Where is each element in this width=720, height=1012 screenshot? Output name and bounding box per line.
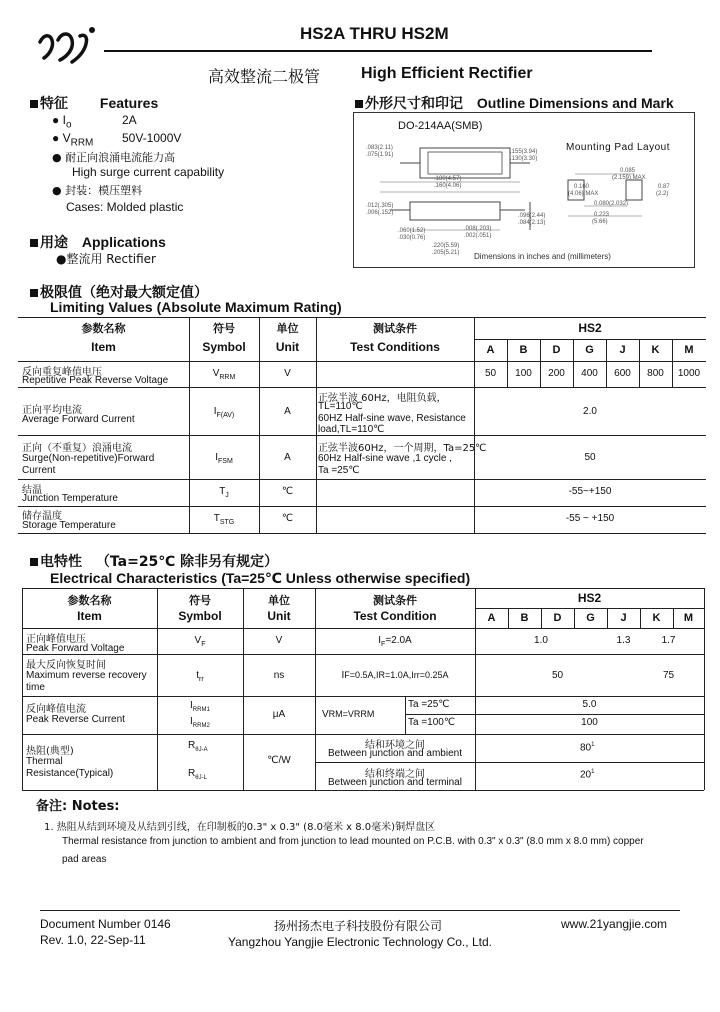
dim-label: .220(5.59): [432, 243, 460, 249]
cond-line: Ta =25℃: [318, 465, 360, 476]
company-cn: 扬州扬杰电子科技股份有限公司: [274, 919, 443, 933]
dim-label: (2.2): [656, 191, 669, 197]
grade-header: J: [620, 612, 627, 624]
symbol: $V_{RRM}$: [212, 368, 236, 381]
item-cn: 正向峰值电压: [26, 634, 86, 645]
package-name: DO-214AA(SMB): [398, 120, 483, 132]
col-symbol-cn: 符号: [213, 322, 235, 335]
grade-header: D: [552, 344, 561, 356]
item-en: Peak Reverse Current: [26, 714, 125, 725]
item-cn: 反向重复峰值电压: [22, 367, 102, 378]
bullet-square-icon: [30, 100, 38, 108]
dim-label: .160(4.06): [434, 183, 462, 189]
col-item-cn: 参数名称: [81, 322, 126, 335]
col-cond-en: Test Condition: [353, 609, 437, 623]
dim-label: .060(1.52): [398, 228, 426, 234]
cn-title: 高效整流二极管: [208, 67, 321, 86]
bullet-square-icon: [30, 239, 38, 247]
grade-header: M: [683, 612, 694, 624]
col-cond-en: Test Conditions: [350, 340, 440, 354]
doc-title: HS2A THRU HS2M: [300, 24, 449, 43]
dim-label: .130(3.30): [510, 156, 538, 162]
value: $80^1$: [580, 742, 595, 754]
electrical-heading-en: Electrical Characteristics (Ta=25℃ Unless otherwise specified): [50, 570, 471, 586]
dim-label: 0.080(2.032): [594, 201, 629, 207]
grade-header: G: [586, 612, 595, 624]
cond-line: 正弦半波 60Hz，电阻负载，: [318, 393, 447, 404]
dim-label: .030(0.76): [398, 235, 426, 241]
unit: ns: [273, 670, 285, 681]
condition: IF=0.5A,IR=1.0A,Irr=0.25A: [341, 670, 449, 681]
value: $20^1$: [580, 769, 595, 781]
grade-header: M: [684, 344, 694, 356]
col-symbol-cn: 符号: [189, 594, 211, 607]
grade-value: 400: [581, 368, 598, 379]
item-en: Peak Forward Voltage: [26, 643, 125, 654]
col-item-en: Item: [91, 340, 116, 354]
application-item: ●整流用 Rectifier: [56, 252, 156, 266]
value: 5.0: [582, 699, 597, 710]
condition: $I_F=2.0A$: [378, 635, 412, 648]
features-heading: 特征 Features: [30, 93, 158, 113]
col-item-cn: 参数名称: [67, 594, 112, 607]
item-cn: 最大反向恢复时间: [26, 660, 106, 671]
symbol: $R_{\theta J-L}$: [188, 768, 207, 781]
grade-value: 50: [484, 368, 497, 379]
ta-condition: Ta =25℃: [408, 699, 450, 710]
value: 100: [581, 717, 598, 728]
dim-label: (4.06) MAX: [568, 191, 599, 197]
limits-table: [18, 317, 706, 534]
symbol: $V_F$: [194, 635, 206, 648]
grade-value: 1000: [677, 368, 701, 379]
feature-case-en: Cases: Molded plastic: [66, 200, 184, 214]
dim-label: 0.160: [574, 184, 590, 190]
doc-number: Document Number 0146: [40, 917, 171, 931]
feature-vrrm: ● $V_{RRM}$ 50V-1000V: [52, 131, 182, 149]
dim-label: .155(3.94): [510, 149, 538, 155]
electrical-heading-cn: 电特性 （Ta=25℃ 除非另有规定）: [30, 551, 278, 571]
symbol: $I_{RRM1}$: [190, 700, 210, 713]
unit: ℃: [281, 486, 294, 497]
bullet-square-icon: [30, 558, 38, 566]
symbol: $R_{\theta J-A}$: [188, 740, 208, 753]
col-unit-en: Unit: [275, 340, 300, 354]
cond-line: 60Hz Half-sine wave ,1 cycle ,: [318, 453, 452, 464]
dim-label: .012(.305): [366, 203, 394, 209]
unit: ℃/W: [267, 755, 291, 766]
unit: V: [275, 635, 283, 646]
dim-label: 0.223: [594, 212, 610, 218]
dim-label: (5.66): [592, 219, 608, 225]
item-en: Surge(Non-repetitive)Forward: [22, 453, 155, 464]
unit: A: [284, 406, 291, 417]
dim-label: .008(.203): [464, 226, 492, 232]
condition-cn: 结和环境之间: [365, 740, 425, 751]
limits-heading-cn: 极限值（绝对最大额定值）: [30, 282, 208, 302]
value: 1.7: [661, 635, 676, 646]
unit: A: [284, 452, 291, 463]
grade-header: J: [619, 344, 626, 356]
col-item-en: Item: [77, 609, 102, 623]
symbol: $I_{FSM}$: [215, 452, 233, 465]
dim-label: .096(2.44): [518, 213, 546, 219]
note-cn: 1. 热阻从结到环境及从结到引线，在印制板的0.3" x 0.3" (8.0毫米 x 8.0毫米)铜焊盘区: [44, 822, 436, 833]
bullet-dot-icon: ●: [52, 151, 62, 164]
feature-surge-cn: ● 耐正向浪涌电流能力高: [52, 151, 176, 164]
col-cond-cn: 测试条件: [373, 594, 417, 607]
company-logo: [34, 22, 104, 66]
company-en: Yangzhou Yangjie Electronic Technology Co., Ltd.: [228, 935, 492, 949]
bullet-dot-icon: ●: [56, 252, 67, 266]
feature-surge-en: High surge current capability: [72, 165, 225, 179]
value: 50: [551, 670, 564, 681]
dim-label: .075(1.91): [366, 152, 394, 158]
dim-label: .205(5.21): [432, 250, 460, 256]
dim-label: .002(.051): [464, 233, 492, 239]
value: 75: [662, 670, 675, 681]
symbol: $T_J$: [219, 486, 229, 499]
col-unit-cn: 单位: [268, 594, 290, 607]
outline-heading: 外形尺寸和印记 Outline Dimensions and Mark: [355, 93, 674, 113]
item-en: time: [26, 682, 45, 693]
col-symbol-en: Symbol: [202, 340, 246, 354]
grade-header: D: [553, 612, 562, 624]
symbol: $I_{RRM2}$: [190, 716, 210, 729]
grade-value: 100: [515, 368, 532, 379]
item-en: Resistance(Typical): [26, 768, 114, 779]
ta-condition: Ta =100℃: [408, 717, 456, 728]
symbol: $T_{STG}$: [213, 513, 235, 526]
dim-label: .180(4.57): [434, 176, 462, 182]
value: 1.0: [534, 635, 548, 646]
unit: V: [284, 368, 291, 379]
dim-label: .006(.152): [366, 210, 394, 216]
dim-label: .083(2.11): [366, 145, 393, 151]
dimensions-note: Dimensions in inches and (millimeters): [474, 252, 611, 261]
feature-case-cn: ● 封装：模压塑料: [52, 184, 143, 197]
dim-label: 0.87: [658, 184, 670, 190]
en-title: High Efficient Rectifier: [361, 65, 533, 82]
notes-heading: 备注: Notes:: [36, 799, 120, 814]
item-en: Junction Temperature: [22, 493, 118, 504]
revision: Rev. 1.0, 22-Sep-11: [40, 933, 146, 947]
dim-label: 0.085: [620, 168, 636, 174]
note-en: Thermal resistance from junction to ambient and from junction to lead mounted on P.C.B. with 0.3" x 0.3" (8.0 mm x 8.0 mm) copper: [62, 836, 644, 847]
grade-header: K: [651, 344, 660, 356]
item-cn: 储存温度: [22, 511, 62, 522]
dim-label: (2.159) MAX: [612, 175, 646, 181]
grade-header: B: [519, 344, 528, 356]
bullet-square-icon: [355, 100, 363, 108]
footer-rule: [40, 910, 680, 911]
applications-heading: 用途 Applications: [30, 232, 166, 252]
condition-en: Between junction and terminal: [328, 777, 462, 788]
col-cond-cn: 测试条件: [373, 322, 417, 335]
bullet-dot-icon: ●: [52, 184, 62, 197]
group-label: HS2: [577, 591, 602, 605]
electrical-table: [22, 588, 704, 791]
condition-cn: 结和终端之间: [365, 769, 425, 780]
condition: VRM=VRRM: [322, 709, 375, 720]
grade-value: 200: [548, 368, 565, 379]
grade-value: 800: [647, 368, 664, 379]
col-unit-en: Unit: [267, 609, 291, 623]
item-cn: 反向峰值电流: [26, 704, 86, 715]
item-en: Average Forward Current: [22, 414, 135, 425]
cond-line: 60HZ Half-sine wave, Resistance: [318, 413, 466, 424]
grade-value: 600: [614, 368, 631, 379]
note-en: pad areas: [62, 854, 107, 865]
cond-line: load,TL=110℃: [318, 424, 385, 435]
item-cn: 热阻(典型): [26, 746, 74, 757]
unit: ℃: [281, 513, 294, 524]
condition-en: Between junction and ambient: [328, 748, 462, 759]
item-en: Maximum reverse recovery: [26, 670, 147, 681]
item-en: Thermal: [26, 756, 63, 767]
cond-line: 正弦半波60Hz，一个周期，Ta=25℃: [318, 443, 487, 454]
grade-header: K: [652, 612, 661, 624]
value: -55~+150: [568, 486, 612, 497]
item-en: Repetitive Peak Reverse Voltage: [22, 375, 169, 386]
value: 1.3: [616, 635, 631, 646]
group-label: HS2: [578, 321, 602, 335]
bullet-square-icon: [30, 289, 38, 297]
item-cn: 正向（不重复）浪涌电流: [22, 443, 132, 454]
pad-layout-label: Mounting Pad Layout: [566, 142, 671, 153]
value: -55 ~ +150: [565, 513, 615, 524]
value: 50: [584, 452, 596, 463]
grade-header: A: [487, 612, 496, 624]
dim-label: .084(2.13): [518, 220, 546, 226]
grade-header: G: [585, 344, 594, 356]
cond-line: TL=110℃: [318, 401, 363, 412]
symbol: $t_{rr}$: [196, 670, 204, 683]
limits-heading-en: Limiting Values (Absolute Maximum Rating): [50, 299, 342, 315]
value: 2.0: [583, 406, 597, 417]
website[interactable]: www.21yangjie.com: [561, 917, 668, 931]
header-rule: [104, 50, 652, 52]
col-unit-cn: 单位: [276, 322, 299, 335]
feature-io: ● $I_o$ 2A: [52, 113, 137, 131]
item-en: Current: [22, 465, 56, 476]
bullet-dot-icon: ●: [52, 131, 60, 145]
col-symbol-en: Symbol: [178, 609, 222, 623]
item-cn: 结温: [22, 485, 42, 496]
symbol: $I_{F(AV)}$: [213, 406, 235, 419]
item-en: Storage Temperature: [22, 520, 116, 531]
grade-header: A: [486, 344, 495, 356]
grade-header: B: [520, 612, 529, 624]
unit: μA: [272, 709, 286, 720]
item-cn: 正向平均电流: [22, 405, 82, 416]
bullet-dot-icon: ●: [52, 113, 60, 127]
